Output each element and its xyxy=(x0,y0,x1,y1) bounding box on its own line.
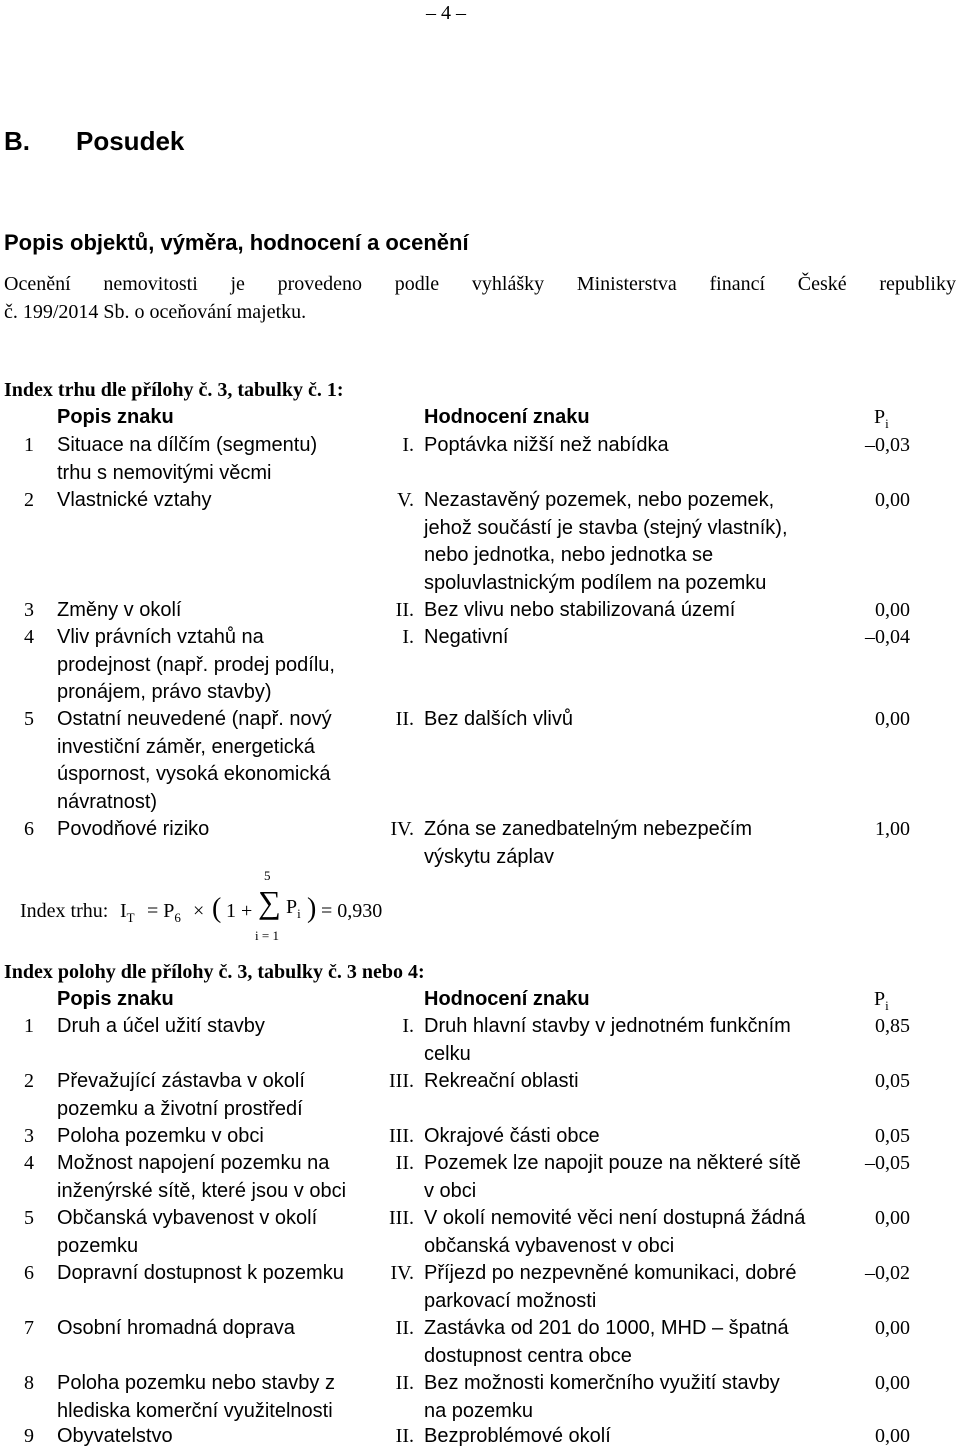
row-number: 3 xyxy=(24,599,34,621)
row-popis-line: Vliv právních vztahů na xyxy=(57,626,264,648)
row-popis-line: investiční záměr, energetická xyxy=(57,735,315,758)
row-hodnoceni-grade: IV. xyxy=(390,818,414,840)
row-pi-value: 0,05 xyxy=(875,1070,910,1092)
row-popis-line: úspornost, vysoká ekonomická xyxy=(57,763,331,785)
row-number: 8 xyxy=(24,1372,34,1394)
row-hodnoceni-line: parkovací možnosti xyxy=(424,1289,597,1312)
row-hodnoceni-line: Negativní xyxy=(424,626,509,648)
row-number: 7 xyxy=(24,1317,34,1339)
formula-pi: $P_i$ xyxy=(286,896,301,921)
row-popis-line: Osobní hromadná doprava xyxy=(57,1317,295,1339)
page-number: – 4 – xyxy=(426,2,466,24)
index-trhu-title: Index trhu dle přílohy č. 3, tabulky č. 1: xyxy=(4,379,344,401)
row-pi-value: 0,00 xyxy=(875,1425,910,1447)
row-pi-value: 0,00 xyxy=(875,1317,910,1339)
row-popis-line: Změny v okolí xyxy=(57,599,182,621)
row-number: 3 xyxy=(24,1125,34,1147)
row-hodnoceni-grade: II. xyxy=(395,708,414,730)
row-hodnoceni-line: Bez dalších vlivů xyxy=(424,708,573,730)
index-polohy-title: Index polohy dle přílohy č. 3, tabulky č. 3 nebo 4: xyxy=(4,961,425,983)
row-pi-value: 0,00 xyxy=(875,489,910,511)
row-number: 1 xyxy=(24,434,34,456)
header-pi: $P_i$ xyxy=(874,406,889,431)
row-hodnoceni-line: jehož součástí je stavba (stejný vlastník), xyxy=(424,516,788,539)
row-hodnoceni-line: Zastávka od 201 do 1000, MHD – špatná xyxy=(424,1317,789,1339)
header-popis-znaku-polohy: Popis znaku xyxy=(57,988,174,1010)
row-hodnoceni-grade: II. xyxy=(395,1152,414,1174)
row-popis-line: Druh a účel užití stavby xyxy=(57,1015,265,1037)
row-popis-line: Vlastnické vztahy xyxy=(57,489,212,511)
formula-p6: = $P_6$ xyxy=(147,900,181,925)
formula-label: Index trhu: xyxy=(20,900,109,922)
row-pi-value: 0,05 xyxy=(875,1125,910,1147)
row-hodnoceni-line: Zóna se zanedbatelným nebezpečím xyxy=(424,818,752,840)
row-number: 1 xyxy=(24,1015,34,1037)
row-hodnoceni-line: nebo jednotka, nebo jednotka se xyxy=(424,544,714,566)
row-popis-line: pozemku xyxy=(57,1234,139,1257)
row-hodnoceni-line: Druh hlavní stavby v jednotném funkčním xyxy=(424,1015,791,1037)
header-popis-znaku: Popis znaku xyxy=(57,406,174,428)
row-popis-line: Situace na dílčím (segmentu) xyxy=(57,434,318,456)
row-popis-line: prodejnost (např. prodej podílu, xyxy=(57,653,335,676)
section-heading: Popis objektů, výměra, hodnocení a ocenění xyxy=(4,230,469,255)
row-hodnoceni-grade: III. xyxy=(389,1070,414,1092)
row-number: 6 xyxy=(24,818,34,840)
row-pi-value: –0,04 xyxy=(865,626,910,648)
row-number: 5 xyxy=(24,1207,34,1229)
row-hodnoceni-line: výskytu záplav xyxy=(424,845,555,868)
row-hodnoceni-line: celku xyxy=(424,1042,471,1065)
row-popis-line: inženýrské sítě, které jsou v obci xyxy=(57,1179,347,1202)
row-hodnoceni-line: Nezastavěný pozemek, nebo pozemek, xyxy=(424,489,775,511)
intro-line-2: č. 199/2014 Sb. o oceňování majetku. xyxy=(4,301,307,323)
row-popis-line: Obyvatelstvo xyxy=(57,1425,173,1447)
row-pi-value: –0,03 xyxy=(865,434,910,456)
row-pi-value: 0,00 xyxy=(875,1372,910,1394)
row-popis-line: Povodňové riziko xyxy=(57,818,210,840)
row-hodnoceni-grade: III. xyxy=(389,1207,414,1229)
row-hodnoceni-grade: V. xyxy=(397,489,414,511)
row-hodnoceni-line: dostupnost centra obce xyxy=(424,1344,632,1367)
row-popis-line: návratnost) xyxy=(57,790,158,813)
row-popis-line: pronájem, právo stavby) xyxy=(57,681,272,703)
row-hodnoceni-line: občanská vybavenost v obci xyxy=(424,1234,675,1257)
formula-times: × xyxy=(193,900,205,922)
formula-one-plus: 1 + xyxy=(226,900,253,922)
row-hodnoceni-grade: II. xyxy=(395,1425,414,1447)
row-hodnoceni-grade: II. xyxy=(395,599,414,621)
row-hodnoceni-grade: I. xyxy=(402,434,414,456)
row-hodnoceni-line: spoluvlastnickým podílem na pozemku xyxy=(424,571,767,594)
row-popis-line: Poloha pozemku nebo stavby z xyxy=(57,1372,335,1394)
row-popis-line: trhu s nemovitými věcmi xyxy=(57,461,272,484)
row-pi-value: 0,85 xyxy=(875,1015,910,1037)
row-number: 2 xyxy=(24,489,34,511)
intro-line-1: Ocenění nemovitosti je provedeno podle vyhlášky Ministerstva financí České republiky xyxy=(4,273,956,295)
row-hodnoceni-grade: II. xyxy=(395,1372,414,1394)
row-number: 6 xyxy=(24,1262,34,1284)
header-hodnoceni-znaku-polohy: Hodnocení znaku xyxy=(424,988,590,1010)
row-pi-value: 0,00 xyxy=(875,599,910,621)
row-hodnoceni-grade: III. xyxy=(389,1125,414,1147)
formula-result: = 0,930 xyxy=(321,900,383,922)
row-number: 2 xyxy=(24,1070,34,1092)
section-letter: B. xyxy=(4,126,30,156)
formula-sum-bottom: i = 1 xyxy=(255,928,279,943)
row-number: 5 xyxy=(24,708,34,730)
row-hodnoceni-line: Bez vlivu nebo stabilizovaná území xyxy=(424,599,736,621)
formula-it: $I_T$ xyxy=(120,900,135,925)
header-hodnoceni-znaku: Hodnocení znaku xyxy=(424,406,590,428)
row-popis-line: pozemku a životní prostředí xyxy=(57,1097,303,1120)
row-pi-value: –0,02 xyxy=(865,1262,910,1284)
row-hodnoceni-line: Pozemek lze napojit pouze na některé sítě xyxy=(424,1152,801,1174)
row-hodnoceni-line: Rekreační oblasti xyxy=(424,1070,579,1092)
row-number: 9 xyxy=(24,1425,34,1447)
row-hodnoceni-grade: II. xyxy=(395,1317,414,1339)
section-title: Posudek xyxy=(76,126,185,156)
formula-paren-open: ( xyxy=(212,893,222,924)
row-hodnoceni-line: Poptávka nižší než nabídka xyxy=(424,434,669,456)
row-hodnoceni-line: Příjezd po nezpevněné komunikaci, dobré xyxy=(424,1262,797,1284)
row-popis-line: hlediska komerční využitelnosti xyxy=(57,1399,333,1422)
formula-sum-top: 5 xyxy=(264,868,271,883)
row-popis-line: Možnost napojení pozemku na xyxy=(57,1152,330,1174)
row-hodnoceni-line: Okrajové části obce xyxy=(424,1125,600,1147)
row-popis-line: Dopravní dostupnost k pozemku xyxy=(57,1262,344,1284)
header-pi-polohy: $P_i$ xyxy=(874,988,889,1013)
row-pi-value: 0,00 xyxy=(875,1207,910,1229)
row-pi-value: 0,00 xyxy=(875,708,910,730)
formula-paren-close: ) xyxy=(307,893,317,924)
row-hodnoceni-line: Bez možnosti komerčního využití stavby xyxy=(424,1372,780,1394)
row-hodnoceni-grade: I. xyxy=(402,1015,414,1037)
row-popis-line: Občanská vybavenost v okolí xyxy=(57,1207,318,1229)
row-hodnoceni-grade: I. xyxy=(402,626,414,648)
row-hodnoceni-line: v obci xyxy=(424,1179,477,1202)
row-number: 4 xyxy=(24,1152,34,1174)
row-popis-line: Ostatní neuvedené (např. nový xyxy=(57,708,332,730)
row-number: 4 xyxy=(24,626,34,648)
row-popis-line: Poloha pozemku v obci xyxy=(57,1125,264,1147)
row-hodnoceni-line: Bezproblémové okolí xyxy=(424,1425,611,1447)
row-hodnoceni-line: V okolí nemovité věci není dostupná žádná xyxy=(424,1207,806,1229)
row-pi-value: –0,05 xyxy=(865,1152,910,1174)
formula-sigma: ∑ xyxy=(258,884,281,920)
row-hodnoceni-line: na pozemku xyxy=(424,1399,533,1422)
row-popis-line: Převažující zástavba v okolí xyxy=(57,1070,305,1092)
row-hodnoceni-grade: IV. xyxy=(390,1262,414,1284)
row-pi-value: 1,00 xyxy=(875,818,910,840)
